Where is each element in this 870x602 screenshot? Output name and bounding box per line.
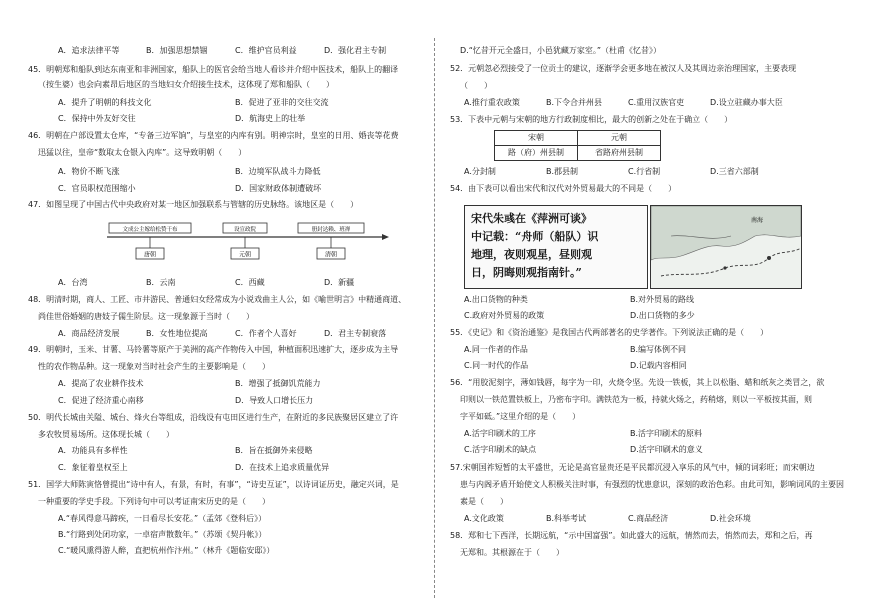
map-label-sea: 南海	[751, 217, 764, 224]
q50-option-d[interactable]: D．在技术上追求质量优异	[235, 463, 330, 472]
q44-option-d[interactable]: D．强化君主专制	[324, 46, 387, 55]
quote-line-4: 日，阴晦则观指南针。”	[471, 266, 582, 279]
timeline-label-2: 设宣政院	[233, 227, 257, 233]
q46-option-a[interactable]: A．物价不断飞涨	[58, 167, 120, 176]
table-row	[495, 146, 661, 161]
q54-stem-line-1: 54．由下表可以看出宋代和汉代对外贸易最大的不同是（ ）	[450, 184, 677, 193]
q56-option-b[interactable]: B.活字印刷术的原料	[630, 429, 703, 438]
q54-option-b[interactable]: B.对外贸易的路线	[630, 295, 695, 304]
q49-stem-line-2: 性的农作物品种。这一现象对当时社会产生的主要影响是（ ）	[38, 362, 270, 371]
timeline-label-1: 文成公主嫁给松赞干布	[122, 227, 178, 233]
q56-option-a[interactable]: A.活字印刷术的工序	[464, 429, 536, 438]
q56-stem-line-1: 56．“用胶泥刻字，薄如钱唇，每字为一印，火烧令坚。先设一铁板，其上以松脂、蜡和纸灰之类冒之，欲	[450, 378, 825, 387]
q53-option-d[interactable]: D.三省六部制	[710, 167, 759, 176]
q53-stem-line-1: 53．下表中元朝与宋朝的地方行政制度相比，最大的创新之处在于确立（ ）	[450, 115, 733, 124]
q57-option-c[interactable]: C.商品经济	[628, 514, 669, 523]
table-cell-yuan: 省路府州县制	[578, 146, 661, 161]
q52-option-c[interactable]: C.重用汉族官吏	[628, 98, 685, 107]
left-column	[28, 0, 432, 602]
q56-option-c[interactable]: C.活字印刷术的缺点	[464, 445, 537, 454]
q46-option-d[interactable]: D．国家财政体制遭破坏	[235, 184, 322, 193]
q50-stem-line-2: 多农牧贸易场所。这体现长城（ ）	[38, 430, 174, 439]
q51-stem-line-1: 51．国学大师陈寅恪曾提出“诗中有人，有景，有时，有事”，“诗史互证”，以诗词证历史，融定兴词，是	[28, 480, 399, 489]
q53-option-a[interactable]: A.分封制	[464, 167, 496, 176]
q45-stem-line-1: 45．明朝郑和船队到达东南亚和非洲国家，船队上的医官会给当地人看诊并介绍中医技术，船队上的翻译	[28, 65, 399, 74]
q46-option-c[interactable]: C．官员职权范围缩小	[58, 184, 136, 193]
q57-stem-line-1: 57.宋朝国祚短暂的太平盛世，无论是高官显贵还是平民都沉浸入享乐的风气中，倾的词彩旺；而宋朝边	[450, 463, 815, 472]
q49-stem-line-1: 49．明朝时，玉米、甘薯、马铃薯等原产于美洲的高产作物传入中国，种植面积迅速扩大，逐步成为主导	[28, 345, 399, 354]
q46-stem-line-1: 46．明朝在户部设置太仓库，“专备三边军饷”，与皇室的内库有别。明神宗时，皇室的日用、婚丧等花费	[28, 131, 399, 140]
q45-option-b[interactable]: B．促进了亚非的交往交流	[235, 98, 329, 107]
q47-option-d[interactable]: D．新疆	[324, 278, 355, 287]
q48-stem-line-1: 48．明清时期，商人、工匠、市井游民、普通妇女经常成为小说戏曲主人公，如《喻世明言》中精通商道、	[28, 295, 407, 304]
q47-stem-line-1: 47．如图呈现了中国古代中央政府对某一地区加强联系与管辖的历史脉络。该地区是（ ）	[28, 200, 359, 209]
table-header-song: 宋朝	[495, 131, 578, 146]
right-column	[450, 0, 854, 602]
q47-option-c[interactable]: C．西藏	[235, 278, 265, 287]
timeline-dynasty-2: 元朝	[238, 251, 252, 259]
q51-option-d[interactable]: D.“忆昔开元全盛日，小邑犹藏万家室。”（杜甫《忆昔》）	[460, 46, 661, 55]
q54-map-figure	[650, 205, 802, 289]
q55-option-c[interactable]: C.同一时代的作品	[464, 361, 529, 370]
q52-stem-line-1: 52．元朝忽必烈接受了一位贡士的建议，逐渐学会更多地在被汉人及其周边亲治理国家，主要表现	[450, 64, 797, 73]
q47-option-a[interactable]: A．台湾	[58, 278, 88, 287]
q56-option-d[interactable]: D.活字印刷术的意义	[630, 445, 703, 454]
column-divider	[434, 38, 435, 598]
q47-timeline-figure	[103, 218, 393, 268]
q48-option-a[interactable]: A．商品经济发展	[58, 329, 120, 338]
q55-option-d[interactable]: D.记载内容相同	[630, 361, 687, 370]
q45-option-d[interactable]: D．航海史上的壮举	[235, 114, 306, 123]
q53-option-b[interactable]: B.郡县制	[546, 167, 579, 176]
q48-stem-line-2: 尚佳世俗婚姻的唐妓子儒生阶层。这一现象源于当时（ ）	[38, 312, 254, 321]
q52-option-b[interactable]: B.下令合并州县	[546, 98, 603, 107]
q51-option-b[interactable]: B.“行路到处闭功家，一卓宿声散数年。”（苏颂《契丹帐》）	[58, 530, 267, 539]
q49-option-a[interactable]: A．提高了农业耕作技术	[58, 379, 144, 388]
timeline-arrow-icon	[382, 234, 389, 240]
q54-quote-box	[464, 205, 648, 289]
q55-option-a[interactable]: A.同一作者的作品	[464, 345, 528, 354]
q57-option-d[interactable]: D.社会环境	[710, 514, 751, 523]
q56-stem-line-3: 字平如砥。”这里介绍的是（ ）	[460, 412, 581, 421]
q57-option-a[interactable]: A.文化政策	[464, 514, 504, 523]
sea-route-map-icon	[651, 206, 801, 288]
q51-option-a[interactable]: A.“春风得意马蹄疾，一日看尽长安花。”（孟郊《登科后》）	[58, 514, 267, 523]
timeline-dynasty-3: 清朝	[324, 251, 338, 259]
q56-stem-line-2: 印则以一铁范置铁板上，乃密布字印。满铁范为一板，持就火炀之，药稍熔，则以一平板按其面，则	[460, 395, 812, 404]
q51-option-c[interactable]: C.“暖风熏得游人醉，直把杭州作汴州。”（林升《题临安邸》）	[58, 546, 275, 555]
q54-option-c[interactable]: C.政府对外贸易的政策	[464, 311, 545, 320]
q54-option-d[interactable]: D.出口货物的多少	[630, 311, 695, 320]
q53-comparison-table	[494, 130, 661, 161]
q48-option-b[interactable]: B．女性地位提高	[146, 329, 208, 338]
q48-option-c[interactable]: C．作者个人喜好	[235, 329, 297, 338]
q53-option-c[interactable]: C.行省制	[628, 167, 661, 176]
q45-option-a[interactable]: A．提升了明朝的科技文化	[58, 98, 152, 107]
q44-option-a[interactable]: A．追求法律平等	[58, 46, 120, 55]
quote-line-1: 宋代朱彧在《萍洲可谈》	[471, 212, 592, 225]
timeline-dynasty-1: 唐朝	[143, 251, 157, 259]
q49-option-b[interactable]: B．增强了抵御饥荒能力	[235, 379, 321, 388]
q52-option-d[interactable]: D.设立驻藏办事大臣	[710, 98, 783, 107]
q54-option-a[interactable]: A.出口货物的种类	[464, 295, 528, 304]
table-cell-song: 路（府）州县制	[495, 146, 578, 161]
q57-option-b[interactable]: B.科举考试	[546, 514, 587, 523]
q45-stem-line-2: （按生婆）也会向素昂后地区的当地妇女介绍接生技术，这体现了郑和船队（ ）	[38, 80, 334, 89]
q49-option-d[interactable]: D．导致人口增长压力	[235, 396, 314, 405]
q47-option-b[interactable]: B．云南	[146, 278, 176, 287]
timeline-label-3: 册封达赖、班禅	[311, 227, 351, 233]
q50-option-a[interactable]: A．功能具有多样性	[58, 446, 128, 455]
q55-stem-line-1: 55．《史记》和《资治通鉴》是我国古代两部著名的史学著作。下列说法正确的是（ ）	[450, 328, 769, 337]
quote-line-2: 中记载：“舟师（船队）识	[471, 230, 599, 243]
q52-option-a[interactable]: A.推行重农政策	[464, 98, 520, 107]
q50-option-b[interactable]: B．旨在抵御外来侵略	[235, 446, 313, 455]
q44-option-c[interactable]: C．维护官员利益	[235, 46, 297, 55]
q57-stem-line-2: 患与内阁矛盾开始使文人积极关注时事，有强烈的忧患意识，深刻的政治色彩。由此可知，影响词风的主要因	[460, 480, 844, 489]
quote-line-3: 地理，夜则观星，昼则观	[471, 248, 592, 261]
table-row	[495, 131, 661, 146]
q52-stem-line-2: （ ）	[460, 81, 492, 90]
q46-stem-line-2: 迅猛以往，皇帝“数取太仓银入内库”。这导致明朝（ ）	[38, 148, 247, 157]
q46-option-b[interactable]: B．边境军队战斗力降低	[235, 167, 321, 176]
q48-option-d[interactable]: D．君主专制衰落	[324, 329, 387, 338]
q50-option-c[interactable]: C．象征着皇权至上	[58, 463, 128, 472]
q45-option-c[interactable]: C．保持中外友好交往	[58, 114, 136, 123]
q57-stem-line-3: 素是（ ）	[460, 497, 508, 506]
table-header-yuan: 元朝	[578, 131, 661, 146]
q44-option-b[interactable]: B．加强思想禁锢	[146, 46, 208, 55]
q55-option-b[interactable]: B.编写体例不同	[630, 345, 687, 354]
q51-stem-line-2: 一种重要的学史手段。下列诗句中可以考证南宋历史的是（ ）	[38, 497, 270, 506]
q49-option-c[interactable]: C．促进了经济重心南移	[58, 396, 144, 405]
q58-stem-line-2: 无郑和。其根源在于（ ）	[460, 548, 564, 557]
q58-stem-line-1: 58．郑和七下西洋，长期远航，“示中国富强”。如此盛大的远航，情然而去，悄然而去，郑和之后，再	[450, 531, 813, 540]
q50-stem-line-1: 50．明代长城由关隘、城台、烽火台等组成，沿线设有屯田区进行生产，在附近的多民族聚居区建立了许	[28, 413, 399, 422]
